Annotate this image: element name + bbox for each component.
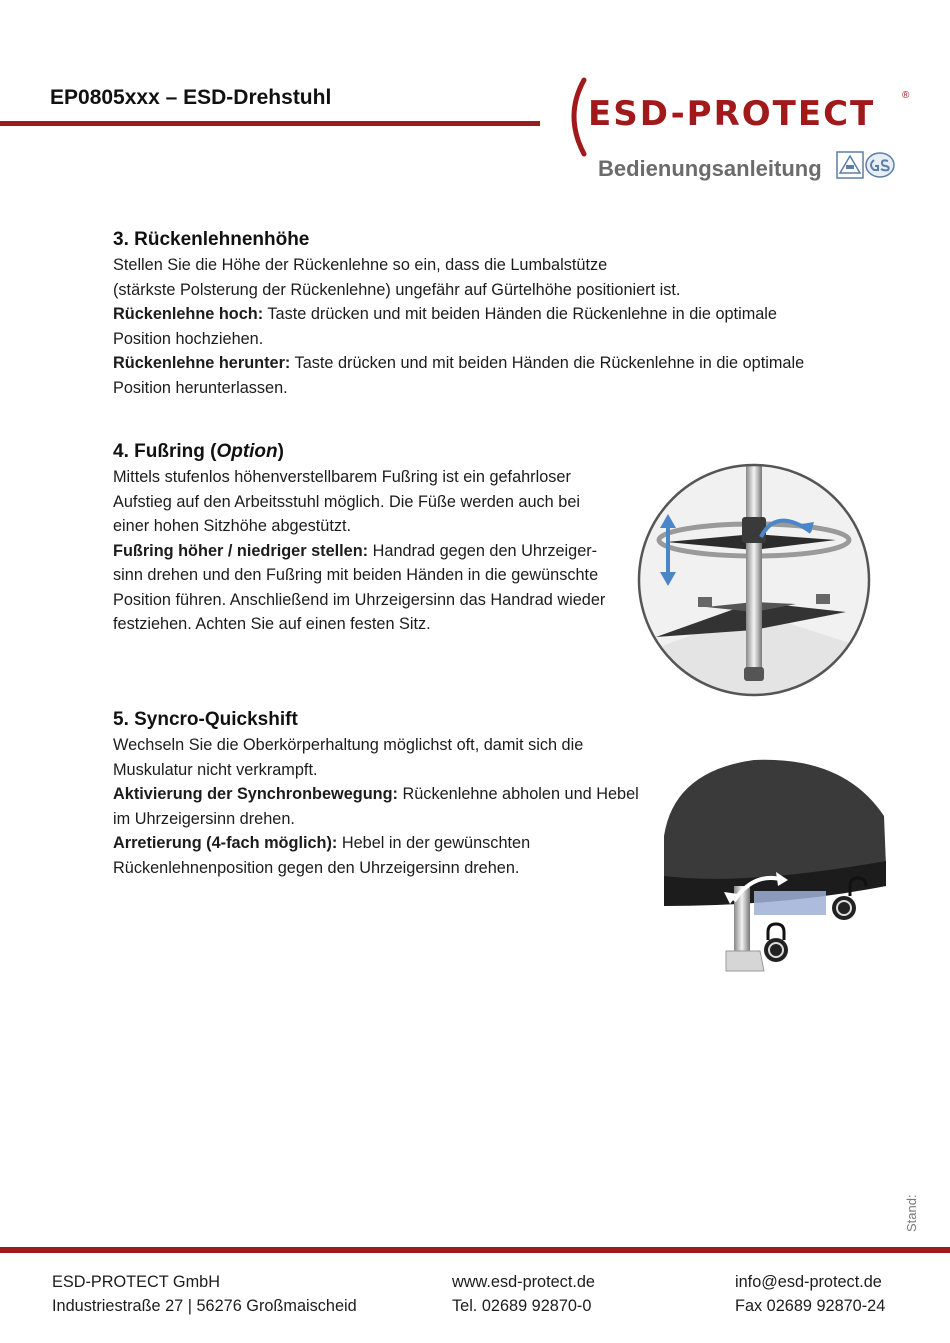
syncro-mechanism-illustration xyxy=(664,756,900,976)
header-rule xyxy=(0,121,540,126)
section-heading: 4. Fußring (Option) xyxy=(113,441,284,462)
email-link[interactable]: info@esd-protect.de xyxy=(735,1273,882,1291)
website-link[interactable]: www.esd-protect.de xyxy=(452,1273,595,1291)
section-text: Mittels stufenlos höhenverstellbarem Fußring ist ein gefahrloser Aufstieg auf den Arbeitsstuhl möglich. Die Füße werden auch bei einer hohen Sitzhöhe abgestützt. xyxy=(113,468,580,535)
gs-certification-icon xyxy=(866,153,894,177)
sync-activation-instruction: Aktivierung der Synchronbewegung: Rückenlehne abholen und Hebel im Uhrzeigersinn drehen. xyxy=(113,785,639,828)
manual-subtitle: Bedienungsanleitung xyxy=(598,156,822,181)
footer-rule xyxy=(0,1247,950,1253)
section-text: Stellen Sie die Höhe der Rückenlehne so ein, dass die Lumbalstütze (stärkste Polsterung der Rückenlehne) ungefähr auf Gürtelhöhe positioniert ist. xyxy=(113,256,681,299)
company-address: Industriestraße 27 | 56276 Großmaischeid xyxy=(52,1297,357,1315)
foot-ring-adjust-instruction: Fußring höher / niedriger stellen: Handrad gegen den Uhrzeiger-sinn drehen und den Fußring mit beiden Händen in die gewünschte Position führen. Anschließend im Uhrzeigersinn das Handrad wieder festziehen. Achten Sie auf einen festen Sitz. xyxy=(113,541,606,633)
section-backrest-height xyxy=(113,227,833,400)
section-syncro-quickshift xyxy=(113,707,658,880)
footer-contact xyxy=(452,1270,595,1318)
backrest-down-instruction: Rückenlehne herunter: Taste drücken und mit beiden Händen die Rückenlehne in die optimale Position herunterlassen. xyxy=(113,354,805,397)
section-text: Wechseln Sie die Oberkörperhaltung möglichst oft, damit sich die Muskulatur nicht verkrampft. xyxy=(113,736,584,779)
footer-email-fax xyxy=(735,1270,885,1318)
phone-number: Tel. 02689 92870-0 xyxy=(452,1297,592,1315)
stand-label: Stand: xyxy=(904,1194,919,1232)
footer-company xyxy=(52,1270,357,1318)
esd-protect-logo xyxy=(560,76,920,158)
certification-icons xyxy=(836,151,896,181)
backrest-up-instruction: Rückenlehne hoch: Taste drücken und mit beiden Händen die Rückenlehne in die optimale Position hochziehen. xyxy=(113,305,777,348)
logo-registered-mark: ® xyxy=(902,90,910,101)
logo-text: ESD-PROTECT xyxy=(588,94,876,134)
fax-number: Fax 02689 92870-24 xyxy=(735,1297,886,1315)
section-foot-ring xyxy=(113,439,618,637)
lock-instruction: Arretierung (4-fach möglich): Hebel in der gewünschten Rückenlehnenposition gegen den Uhrzeigersinn drehen. xyxy=(113,834,531,877)
company-name: ESD-PROTECT GmbH xyxy=(52,1273,220,1291)
lock-icon xyxy=(764,924,788,962)
foot-ring-illustration xyxy=(636,462,872,698)
section-heading: 3. Rückenlehnenhöhe xyxy=(113,229,310,250)
document-title: EP0805xxx – ESD-Drehstuhl xyxy=(50,86,332,109)
tuv-certification-icon xyxy=(837,152,863,178)
section-heading: 5. Syncro-Quickshift xyxy=(113,709,298,730)
